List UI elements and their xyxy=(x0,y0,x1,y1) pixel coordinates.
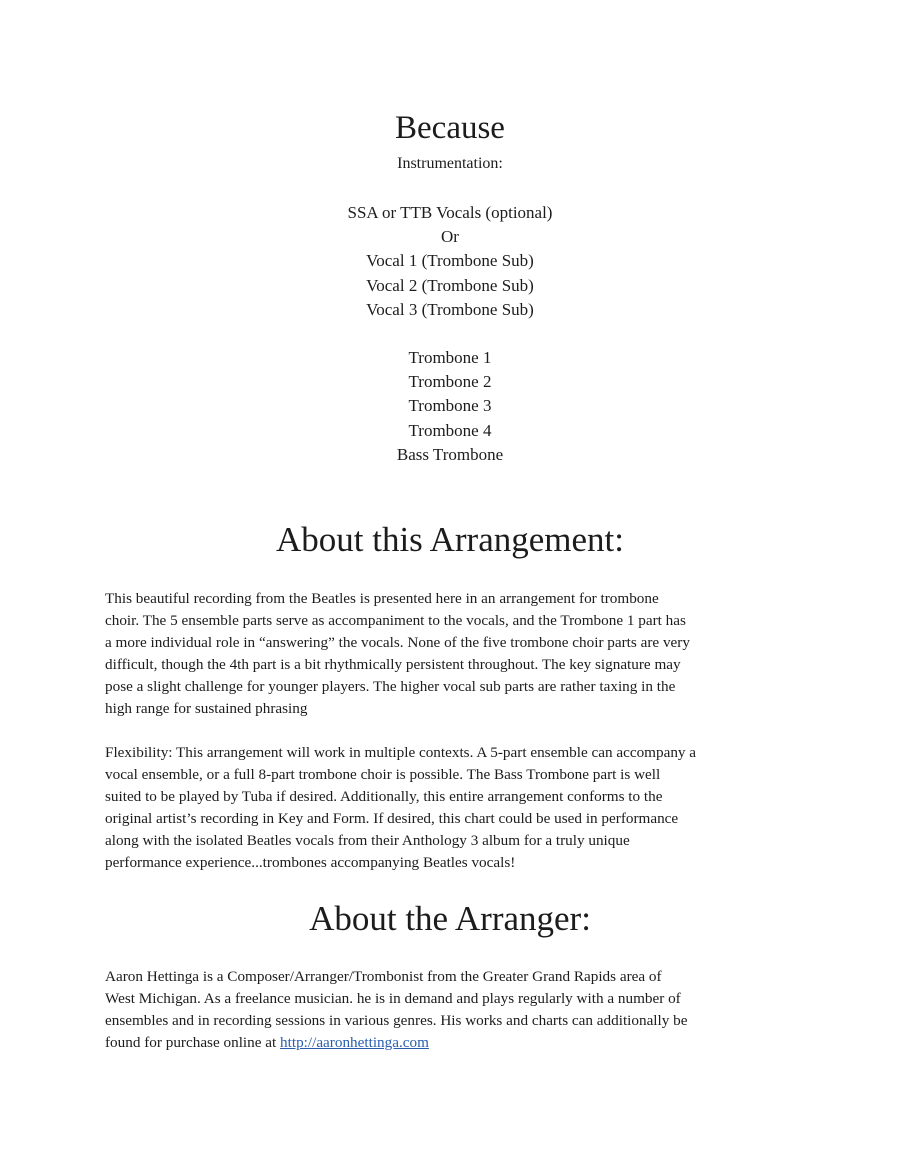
trombone-parts-list xyxy=(0,346,900,467)
arranger-heading: About the Arranger: xyxy=(309,899,591,938)
arranger-website-link[interactable]: http://aaronhettinga.com xyxy=(280,1034,429,1051)
paragraph-last-line xyxy=(105,1032,800,1054)
arrangement-description-paragraph xyxy=(105,588,800,720)
trombone-part-item: Trombone 1 xyxy=(408,348,492,367)
paragraph-line: Flexibility: This arrangement will work in multiple contexts. A 5-part ensemble can accompany a xyxy=(105,744,697,761)
paragraph-line: performance experience...trombones accompanying Beatles vocals! xyxy=(105,854,516,871)
paragraph-line: a more individual role in “answering” the vocals. None of the five trombone choir parts are very xyxy=(105,634,690,651)
paragraph-line: choir. The 5 ensemble parts serve as accompaniment to the vocals, and the Trombone 1 part has xyxy=(105,612,686,629)
trombone-part-item: Trombone 2 xyxy=(408,372,492,392)
vocal-part-item: Or xyxy=(441,227,459,247)
paragraph-line: vocal ensemble, or a full 8-part trombone choir is possible. The Bass Trombone part is well xyxy=(105,766,661,783)
flexibility-paragraph xyxy=(105,742,800,874)
paragraph-line: original artist’s recording in Key and Form. If desired, this chart could be used in performance xyxy=(105,810,679,827)
paragraph-line: high range for sustained phrasing xyxy=(105,700,308,717)
trombone-part-item: Trombone 3 xyxy=(408,396,492,416)
paragraph-line: pose a slight challenge for younger players. The higher vocal sub parts are rather taxing in the xyxy=(105,678,676,695)
vocal-part-item: Vocal 1 (Trombone Sub) xyxy=(366,251,534,271)
vocal-part-item: Vocal 3 (Trombone Sub) xyxy=(366,299,534,319)
vocal-part-item: SSA or TTB Vocals (optional) xyxy=(347,203,553,222)
paragraph-line: This beautiful recording from the Beatles is presented here in an arrangement for trombone xyxy=(105,590,659,607)
paragraph-line: along with the isolated Beatles vocals from their Anthology 3 album for a truly unique xyxy=(105,832,630,849)
paragraph-line: West Michigan. As a freelance musician. he is in demand and plays regularly with a number of xyxy=(105,990,681,1007)
paragraph-line: suited to be played by Tuba if desired. Additionally, this entire arrangement conforms to the xyxy=(105,788,663,805)
paragraph-line: difficult, though the 4th part is a bit rhythmically persistent throughout. The key signature may xyxy=(105,656,681,673)
purchase-text: found for purchase online at xyxy=(105,1034,281,1051)
trombone-part-item: Trombone 4 xyxy=(408,420,492,440)
trombone-part-item: Bass Trombone xyxy=(396,444,504,464)
arrangement-heading: About this Arrangement: xyxy=(275,520,624,559)
vocal-part-item: Vocal 2 (Trombone Sub) xyxy=(366,275,534,295)
document-title: Because xyxy=(395,110,505,146)
arranger-bio-paragraph xyxy=(105,966,800,1054)
paragraph-line: ensembles and in recording sessions in various genres. His works and charts can additionally be xyxy=(105,1012,688,1029)
vocal-parts-list xyxy=(0,201,900,322)
instrumentation-label: Instrumentation: xyxy=(397,155,503,172)
paragraph-line: Aaron Hettinga is a Composer/Arranger/Trombonist from the Greater Grand Rapids area of xyxy=(105,968,662,985)
